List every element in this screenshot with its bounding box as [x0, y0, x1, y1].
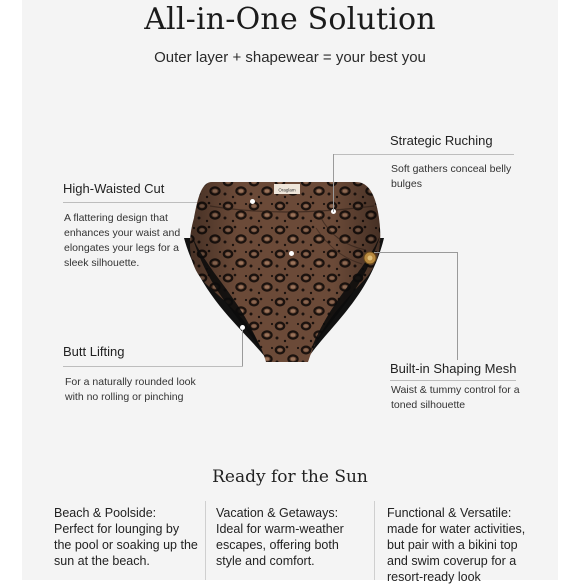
leader-line-ruching — [333, 154, 334, 212]
sun-column-beach: Beach & Poolside: Perfect for lounging by the pool or soaking up the sun at the beach. — [54, 506, 198, 568]
feature-title-high-waisted: High-Waisted Cut — [63, 181, 165, 196]
column-divider-1 — [205, 501, 206, 580]
feature-divider-ruching — [334, 154, 514, 155]
swim-bottom-image — [170, 176, 400, 376]
feature-title-butt-lifting: Butt Lifting — [63, 344, 125, 359]
feature-desc-high-waisted: A flattering design that enhances your waist and elongates your legs for a sleek silhouette. — [64, 212, 181, 269]
feature-desc-ruching: Soft gathers conceal belly bulges — [391, 163, 512, 190]
callout-dot-high-waisted — [250, 199, 255, 204]
sun-column-vacation: Vacation & Getaways: Ideal for warm-weather escapes, offering both style and comfort. — [216, 506, 344, 568]
leader-line-mesh-h — [374, 252, 457, 253]
section-title-sun: Ready for the Sun — [212, 467, 368, 487]
feature-title-ruching: Strategic Ruching — [390, 133, 493, 148]
leader-line-mesh-v — [457, 252, 458, 360]
sun-column-functional: Functional & Versatile: made for water activities, but pair with a bikini top and swim coverup for a resort-ready look — [387, 506, 526, 584]
brand-label: Oraglam — [278, 187, 296, 193]
feature-desc-butt-lifting: For a naturally rounded look with no rolling or pinching — [65, 376, 196, 403]
callout-dot-mesh — [289, 251, 294, 256]
page-title: All-in-One Solution — [144, 2, 436, 37]
column-divider-2 — [374, 501, 375, 580]
page-subtitle: Outer layer + shapewear = your best you — [154, 49, 426, 66]
feature-divider-mesh — [390, 380, 516, 381]
leader-line-butt-lifting — [242, 330, 243, 366]
feature-title-mesh: Built-in Shaping Mesh — [390, 361, 517, 376]
feature-desc-mesh: Waist & tummy control for a toned silhouette — [391, 384, 520, 411]
